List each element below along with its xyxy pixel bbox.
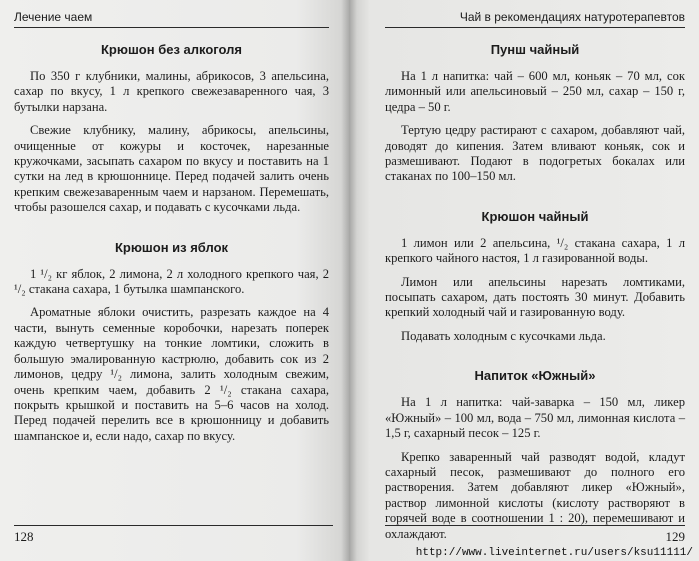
section-title: Крюшон из яблок (114, 239, 229, 255)
section-title: Крюшон без алкоголя (100, 42, 243, 57)
section-title: Крюшон чайный (481, 208, 589, 224)
ingredients-paragraph: По 350 г клубники, малины, абрикосов, 3 апельсина, сахар по вкусу, 1 л крепкого свежезаваренного чая, 3 бутылки нарзана. (14, 69, 329, 114)
instructions-paragraph: Крепко заваренный чай разводят водой, кладут сахарный песок, размешивают до полного его растворения. Затем добавляют ликер «Южный», раствор лимонной кислоты (кислоту растворяют в горячей воде в соотношении 1 : 20), перемешивают и охлаждают. (385, 449, 685, 541)
instructions-paragraph: Лимон или апельсины нарезать ломтиками, посыпать сахаром, дать постоять 30 минут. Добавить крепкий холодный чай и газированную воду. (385, 274, 685, 320)
section-title: Пунш чайный (490, 42, 580, 57)
left-page (0, 0, 349, 561)
section-title: Напиток «Южный» (474, 368, 596, 384)
instructions-paragraph: Ароматные яблоки очистить, разрезать каждое на 4 части, вынуть семенные коробочки, нарезать поперек каждую четвертушку на тонкие ломтики, сложить в большую эмалированную кастрюлю, добавить сок из 2 лимонов, цедру ¹/₂ лимона, залить холодным свежим, очень крепким чаем, добавить 2 ¹/₂ стакана сахара, покрыть крышкой и поставить на 5–6 часов на холод. Перед подачей перелить все в крюшонницу и добавить шампанское и, если надо, сахар по вкусу. (14, 305, 329, 443)
watermark-url: http://www.liveinternet.ru/users/ksu11111/ (415, 547, 693, 559)
ingredients-paragraph: На 1 л напитка: чай – 600 мл, коньяк – 70 мл, сок лимонный или апельсиновый – 250 мл, сахар – 150 г, цедра – 50 г. (385, 69, 685, 114)
left-page-number: 128 (14, 525, 333, 545)
ingredients-paragraph: 1 лимон или 2 апельсина, ¹/₂ стакана сахара, 1 л крепкого чайного настоя, 1 л газированной воды. (385, 235, 685, 266)
right-page (349, 0, 699, 561)
right-page-number: 129 (385, 525, 685, 545)
serving-paragraph: Подавать холодным с кусочками льда. (401, 328, 606, 343)
ingredients-paragraph: 1 ¹/₂ кг яблок, 2 лимона, 2 л холодного крепкого чая, 2 ¹/₂ стакана сахара, 1 бутылка шампанского. (14, 266, 329, 297)
right-running-head: Чай в рекомендациях натуротерапевтов (385, 0, 685, 28)
ingredients-paragraph: На 1 л напитка: чай-заварка – 150 мл, ликер «Южный» – 100 мл, вода – 750 мл, лимонная кислота – 1,5 г, сахарный песок – 125 г. (385, 395, 685, 441)
instructions-paragraph: Тертую цедру растирают с сахаром, добавляют чай, доводят до кипения. Затем вливают коньяк, сок и размешивают. Подают в подогретых бокалах или стаканах по 100–150 мл. (385, 123, 685, 184)
instructions-paragraph: Свежие клубнику, малину, абрикосы, апельсины, очищенные от кожуры и косточек, нарезанные кружочками, засыпать сахаром по вкусу и поставить на 1 сутки на лед в крюшоннице. Перед подачей залить очень крепким свежезаваренным чаем и нарзаном. Перемешать, чтобы разошелся сахар, и подавать с кусочками льда. (14, 123, 329, 215)
left-running-head: Лечение чаем (14, 0, 329, 28)
